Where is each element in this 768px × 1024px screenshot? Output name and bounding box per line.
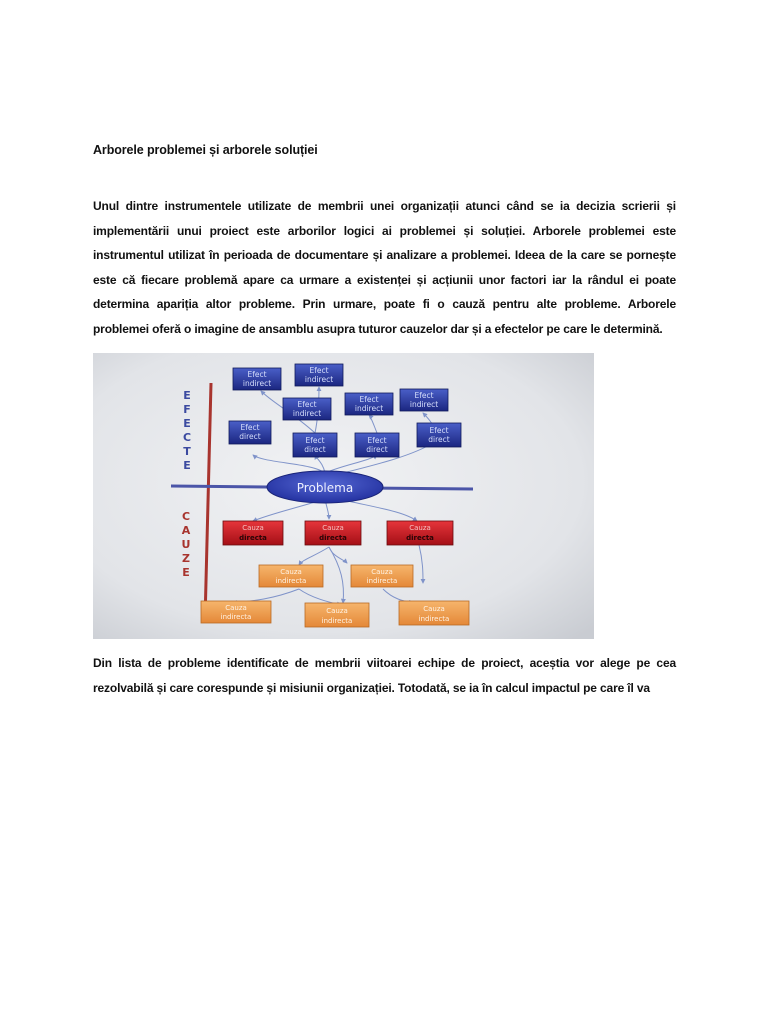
intro-paragraph: Unul dintre instrumentele utilizate de membrii unei organizații atunci când se ia decizia scrierii și implementării unui proiect este arborilor logici ai problemei și soluției. Arborele problemei este instrumentul utilizat în perioada de documentare și analizare a problemei. Ideea de la care se pornește este că fiecare problemă apare ca urmare a existenței și acțiunii unor factori iar la rândul ei poate determina apariția altor probleme. Prin urmare, poate fi o cauză pentru alte probleme. Arborele problemei oferă o imagine de ansamblu asupra tuturor cauzelor dar și a efectelor pe care le determină. <box>93 199 676 336</box>
axis-letter: Z <box>182 552 190 565</box>
effect-label-line2: indirect <box>292 409 322 418</box>
effect-label-line1: Efect <box>305 436 325 445</box>
effect-label-line1: Efect <box>297 400 317 409</box>
effect-label-line2: direct <box>304 445 326 454</box>
cause-label-line1: Cauza <box>322 524 344 532</box>
effect-label-line1: Efect <box>309 366 329 375</box>
effect-box <box>417 423 461 447</box>
problem-tree-diagram <box>93 353 594 639</box>
axis-letter: E <box>182 566 190 579</box>
axis-letter: F <box>183 403 191 416</box>
cause-box <box>305 603 369 627</box>
cause-label-line2: indirecta <box>275 577 307 585</box>
effect-label-line2: indirect <box>242 379 272 388</box>
effect-label-line1: Efect <box>429 426 449 435</box>
cause-label-line1: Cauza <box>409 524 431 532</box>
axis-letter: T <box>183 445 191 458</box>
effect-box <box>293 433 337 457</box>
axis-letter: C <box>181 510 191 523</box>
cause-label-line2: indirecta <box>418 615 450 623</box>
effect-label-line2: direct <box>239 432 261 441</box>
axis-letter: E <box>183 389 191 402</box>
cause-box <box>223 521 283 545</box>
section-heading: Arborele problemei și arborele soluției <box>93 143 318 157</box>
direct-cause-boxes <box>223 521 453 545</box>
axis-letter: E <box>183 417 191 430</box>
effect-label-line1: Efect <box>240 423 260 432</box>
cause-label-line2: indirecta <box>366 577 398 585</box>
cause-box <box>351 565 413 587</box>
problem-label: Problema <box>296 481 354 495</box>
cause-label-line1: Cauza <box>423 605 445 613</box>
causes-axis-label <box>182 510 191 579</box>
effect-label-line1: Efect <box>359 395 379 404</box>
problem-node <box>267 471 383 503</box>
cause-label-line2: directa <box>319 534 347 542</box>
cause-label-line1: Cauza <box>225 604 247 612</box>
axis-letter: C <box>182 431 192 444</box>
cause-label-line2: indirecta <box>321 617 353 625</box>
axis-letter: E <box>183 459 191 472</box>
effect-label-line2: indirect <box>354 404 384 413</box>
cause-label-line1: Cauza <box>326 607 348 615</box>
cause-box <box>259 565 323 587</box>
axis-letter: U <box>181 538 191 551</box>
axis-letter: A <box>181 524 191 537</box>
effect-box <box>233 368 281 390</box>
cause-box <box>201 601 271 623</box>
effect-label-line2: direct <box>366 445 388 454</box>
effects-axis-label <box>183 389 191 472</box>
cause-label-line1: Cauza <box>371 568 393 576</box>
effect-label-line2: indirect <box>409 400 439 409</box>
followup-paragraph: Din lista de probleme identificate de membrii viitoarei echipe de proiect, aceștia vor alege pe cea rezolvabilă și care corespunde și misiunii organizației. Totodată, se ia în calcul impactul pe care îl va <box>93 656 676 695</box>
cause-label-line1: Cauza <box>280 568 302 576</box>
problem-tree-photo <box>93 353 594 639</box>
cause-label-line1: Cauza <box>242 524 264 532</box>
cause-box <box>399 601 469 625</box>
cause-label-line2: directa <box>239 534 267 542</box>
cause-box <box>387 521 453 545</box>
effect-label-line1: Efect <box>414 391 434 400</box>
effect-box <box>400 389 448 411</box>
effect-box <box>345 393 393 415</box>
cause-label-line2: indirecta <box>220 613 252 621</box>
effect-box <box>229 421 271 444</box>
effect-box <box>295 364 343 386</box>
effect-label-line2: indirect <box>304 375 334 384</box>
effect-box <box>355 433 399 457</box>
effect-box <box>283 398 331 420</box>
effect-label-line2: direct <box>428 435 450 444</box>
effect-label-line1: Efect <box>247 370 267 379</box>
effect-label-line1: Efect <box>367 436 387 445</box>
cause-box <box>305 521 361 545</box>
cause-label-line2: directa <box>406 534 434 542</box>
